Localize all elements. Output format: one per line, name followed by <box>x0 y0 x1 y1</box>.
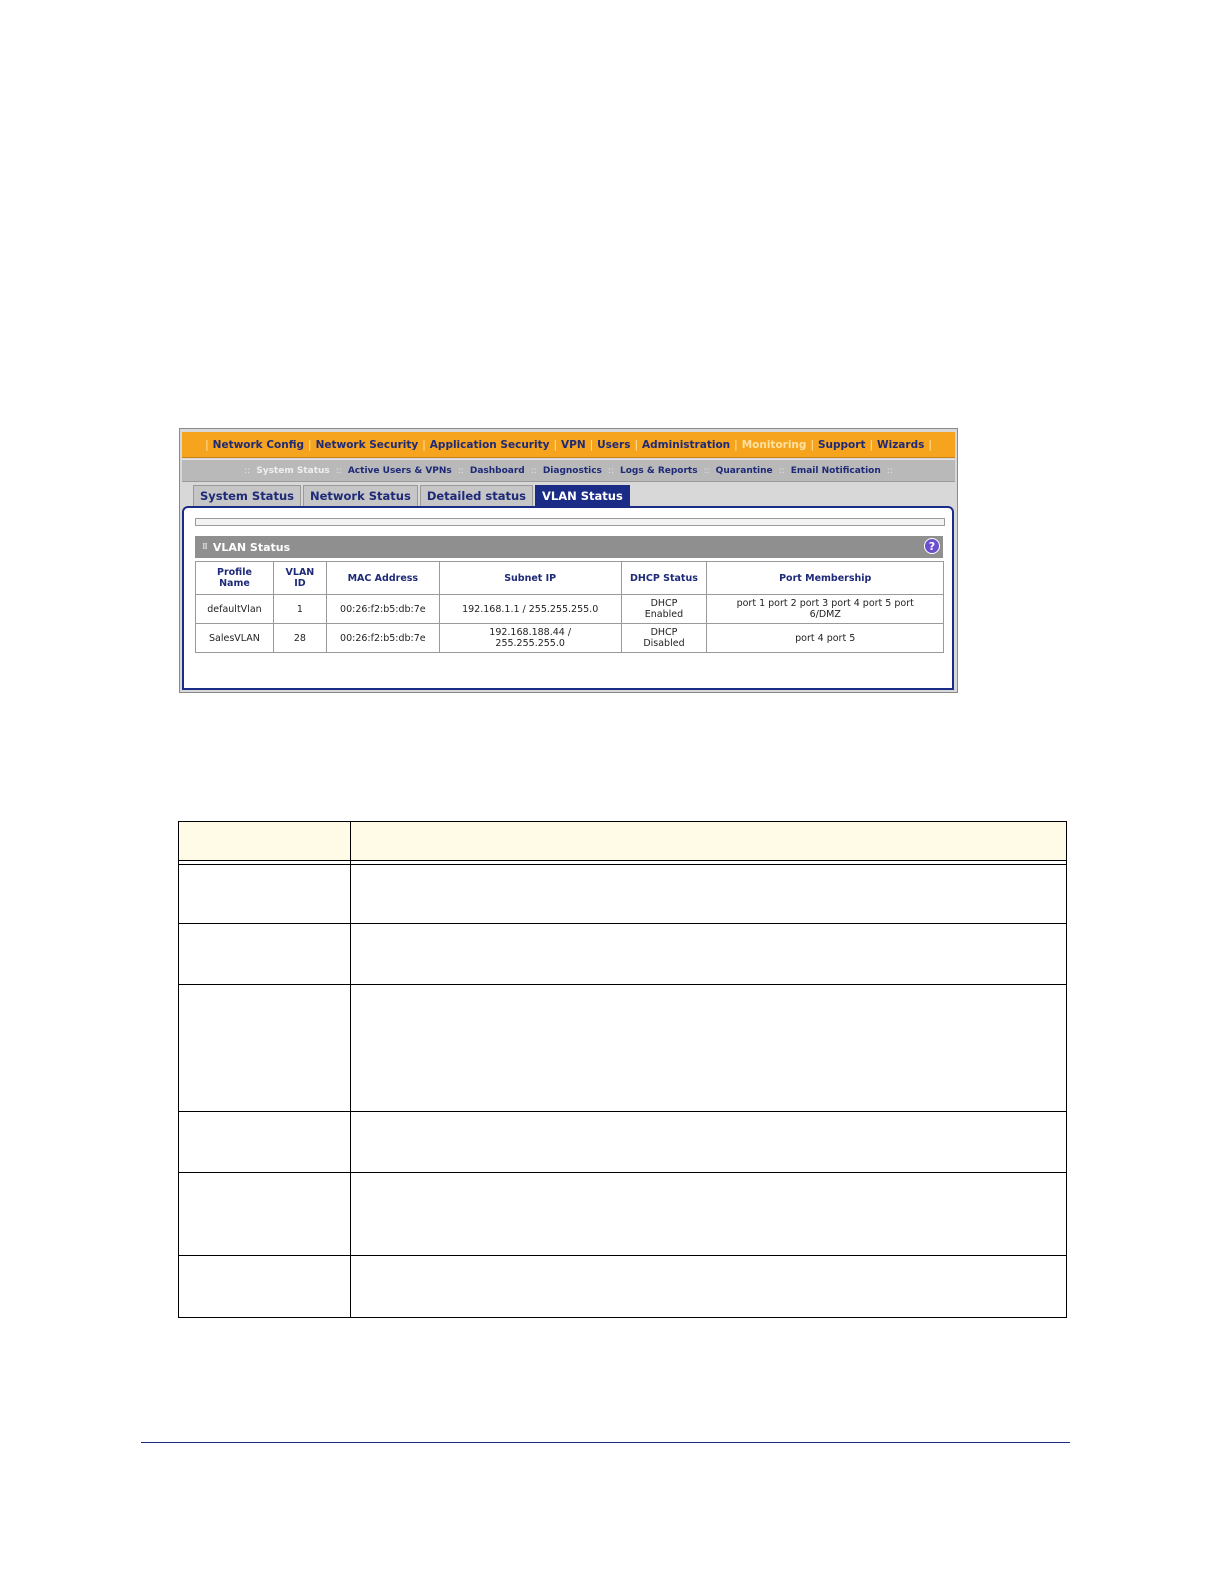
separator: :: <box>778 465 785 476</box>
separator: | <box>553 438 557 451</box>
column-divider <box>350 822 351 1317</box>
profile-name-cell: defaultVlan <box>196 595 274 624</box>
separator: | <box>308 438 312 451</box>
separator: :: <box>244 465 251 476</box>
vlan-status-panel <box>182 506 954 690</box>
top-navigation-bar <box>182 432 955 458</box>
vlan-table <box>195 561 944 653</box>
description-table-header <box>179 822 1066 861</box>
subnav-item-email-notification[interactable]: Email Notification <box>790 465 881 476</box>
subnav-item-logs-and-reports[interactable]: Logs & Reports <box>620 465 698 476</box>
column-header-vlan-id: VLAN ID <box>273 562 326 595</box>
header-double-rule <box>179 864 1066 865</box>
column-header-profile-name: Profile Name <box>196 562 274 595</box>
separator: :: <box>703 465 710 476</box>
subnav-item-diagnostics[interactable]: Diagnostics <box>542 465 602 476</box>
vlan-id-cell: 1 <box>273 595 326 624</box>
column-header-mac-address: MAC Address <box>326 562 439 595</box>
column-header-port-membership: Port Membership <box>707 562 944 595</box>
separator: | <box>810 438 814 451</box>
subnav-item-active-users-and-vpns[interactable]: Active Users & VPNs <box>347 465 452 476</box>
table-header-row <box>196 562 944 595</box>
help-icon[interactable]: ? <box>924 538 940 554</box>
row-divider <box>179 1255 1066 1256</box>
nav-item-support[interactable]: Support <box>817 438 866 451</box>
mac-address-cell: 00:26:f2:b5:db:7e <box>326 595 439 624</box>
port-membership-cell: port 4 port 5 <box>707 624 944 653</box>
dhcp-status-cell: DHCP Disabled <box>621 624 707 653</box>
tab-detailed-status[interactable]: Detailed status <box>420 485 533 506</box>
separator: :: <box>530 465 537 476</box>
separator: :: <box>607 465 614 476</box>
subnet-ip-cell: 192.168.188.44 / 255.255.255.0 <box>439 624 621 653</box>
tab-system-status[interactable]: System Status <box>193 485 301 506</box>
separator: :: <box>335 465 342 476</box>
section-header <box>195 536 943 558</box>
separator: :: <box>457 465 464 476</box>
vlan-status-screenshot <box>179 428 958 693</box>
separator: | <box>634 438 639 451</box>
row-divider <box>179 984 1066 985</box>
subnav-item-system-status[interactable]: System Status <box>256 465 330 476</box>
sub-navigation-bar <box>182 459 955 482</box>
tab-network-status[interactable]: Network Status <box>303 485 418 506</box>
port-membership-cell: port 1 port 2 port 3 port 4 port 5 port 6/DMZ <box>707 595 944 624</box>
grip-icon: ⁞⁞ <box>202 542 207 552</box>
separator: | <box>589 438 594 451</box>
column-header-subnet-ip: Subnet IP <box>439 562 621 595</box>
tab-vlan-status[interactable]: VLAN Status <box>535 485 630 507</box>
footer-rule <box>141 1442 1070 1443</box>
nav-item-network-security[interactable]: Network Security <box>315 438 419 451</box>
nav-item-wizards[interactable]: Wizards <box>877 438 925 451</box>
table-row <box>196 595 944 624</box>
status-tabs <box>193 485 630 507</box>
column-header-dhcp-status: DHCP Status <box>621 562 707 595</box>
nav-item-monitoring[interactable]: Monitoring <box>741 438 807 451</box>
mac-address-cell: 00:26:f2:b5:db:7e <box>326 624 439 653</box>
row-divider <box>179 1172 1066 1173</box>
separator: | <box>422 438 426 451</box>
nav-item-vpn[interactable]: VPN <box>561 438 586 451</box>
nav-item-network-config[interactable]: Network Config <box>212 438 305 451</box>
dhcp-status-cell: DHCP Enabled <box>621 595 707 624</box>
profile-name-cell: SalesVLAN <box>196 624 274 653</box>
vlan-id-cell: 28 <box>273 624 326 653</box>
description-table <box>178 821 1067 1318</box>
progress-bar <box>195 518 945 526</box>
separator: :: <box>886 465 893 476</box>
separator: | <box>928 438 932 451</box>
separator: | <box>205 438 209 451</box>
nav-item-administration[interactable]: Administration <box>642 438 731 451</box>
section-title: VLAN Status <box>212 540 291 554</box>
row-divider <box>179 923 1066 924</box>
subnav-item-dashboard[interactable]: Dashboard <box>469 465 525 476</box>
nav-item-application-security[interactable]: Application Security <box>429 438 550 451</box>
separator: | <box>734 438 738 451</box>
nav-item-users[interactable]: Users <box>597 438 631 451</box>
subnav-item-quarantine[interactable]: Quarantine <box>715 465 773 476</box>
separator: | <box>869 438 874 451</box>
subnet-ip-cell: 192.168.1.1 / 255.255.255.0 <box>439 595 621 624</box>
row-divider <box>179 1111 1066 1112</box>
table-row <box>196 624 944 653</box>
